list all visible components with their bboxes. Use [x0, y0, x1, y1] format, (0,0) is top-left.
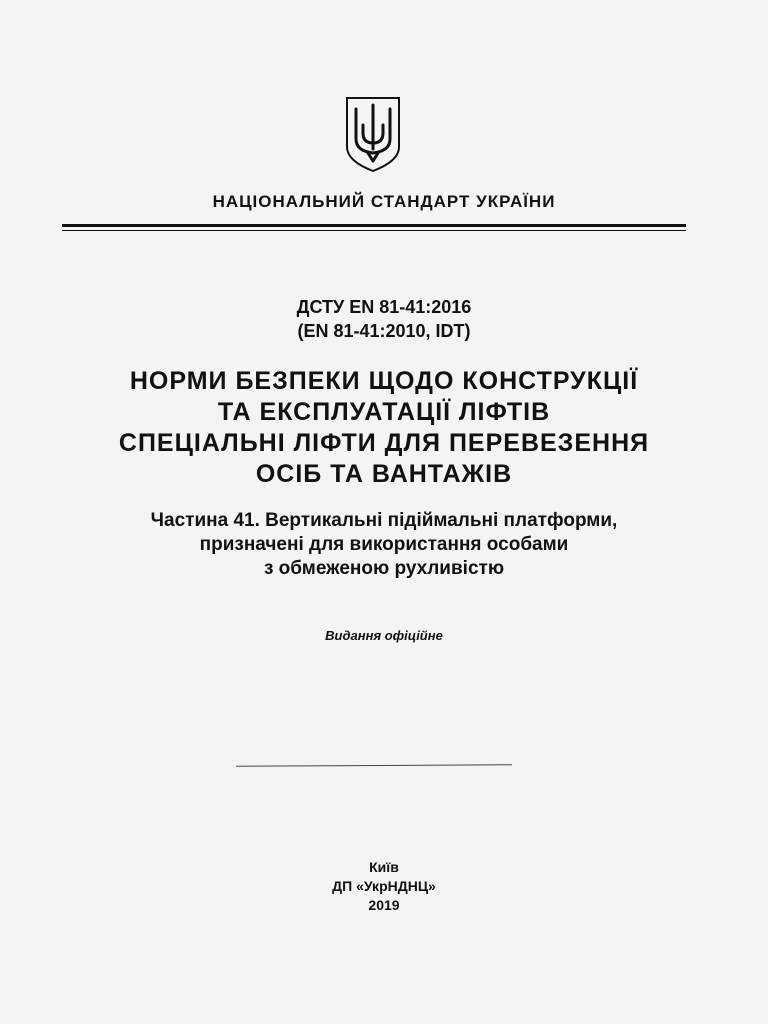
official-edition-label: Видання офіційне: [325, 628, 443, 643]
standard-identity: (EN 81-41:2010, IDT): [297, 321, 471, 341]
standard-designation: [0, 295, 768, 343]
title-line: ТА ЕКСПЛУАТАЦІЇ ЛІФТІВ: [217, 398, 551, 426]
standard-code: ДСТУ EN 81-41:2016: [296, 297, 472, 317]
subtitle-line: Частина 41. Вертикальні підіймальні платформи,: [150, 510, 618, 531]
trident-coat-of-arms-icon: [344, 95, 402, 173]
separator-line: [236, 764, 512, 766]
imprint-year: 2019: [368, 897, 400, 913]
title-line: НОРМИ БЕЗПЕКИ ЩОДО КОНСТРУКЦІЇ: [129, 367, 639, 395]
imprint-city: Київ: [369, 859, 399, 875]
title-line: ОСІБ ТА ВАНТАЖІВ: [255, 460, 513, 488]
document-title: [0, 366, 768, 490]
subtitle-line: призначені для використання особами: [199, 534, 569, 555]
title-line: СПЕЦІАЛЬНІ ЛІФТИ ДЛЯ ПЕРЕВЕЗЕННЯ: [118, 429, 650, 457]
imprint-publisher: ДП «УкрНДНЦ»: [332, 878, 436, 894]
subtitle-line: з обмеженою рухливістю: [263, 558, 505, 579]
header-divider-thick: [62, 224, 686, 227]
publication-imprint: [0, 858, 768, 915]
document-subtitle: [0, 509, 768, 581]
header-divider-thin: [62, 230, 686, 231]
national-standard-heading: НАЦІОНАЛЬНИЙ СТАНДАРТ УКРАЇНИ: [212, 192, 556, 211]
